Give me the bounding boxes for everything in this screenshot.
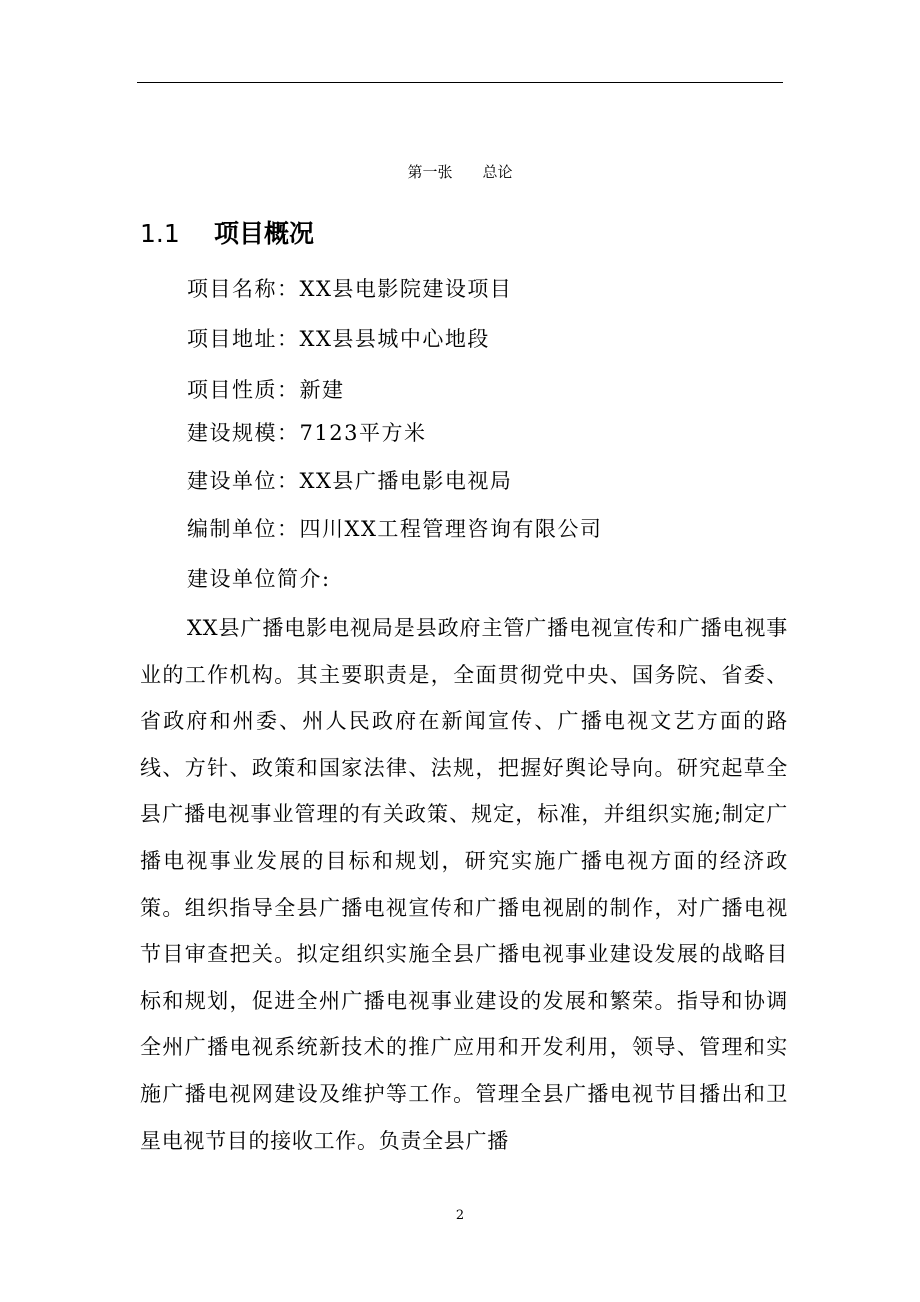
info-compiling-unit: 编制单位：四川XX工程管理咨询有限公司 xyxy=(187,517,603,541)
info-project-address: 项目地址：XX县县城中心地段 xyxy=(187,327,490,351)
info-project-name: 项目名称：XX县电影院建设项目 xyxy=(187,277,513,301)
body-paragraph: XX县广播电影电视局是县政府主管广播电视宣传和广播电视事业的工作机构。其主要职责是，全面贯彻党中央、国务院、省委、省政府和州委、州人民政府在新闻宣传、广播电视文艺方面的路线、方针、政策和国家法律、法规，把握好舆论导向。研究起草全县广播电视事业管理的有关政策、规定，标准，并组织实施;制定广播电视事业发展的目标和规划，研究实施广播电视方面的经济政策。组织指导全县广播电视宣传和广播电视剧的制作，对广播电视节目审查把关。拟定组织实施全县广播电视事业建设发展的战略目标和规划，促进全州广播电视事业建设的发展和繁荣。指导和协调全州广播电视系统新技术的推广应用和开发利用，领导、管理和实施广播电视网建设及维护等工作。管理全县广播电视节目播出和卫星电视节目的接收工作。负责全县广播 xyxy=(140,616,788,1153)
info-construction-scale: 建设规模：7123平方米 xyxy=(187,421,427,445)
info-unit-intro-label: 建设单位简介: xyxy=(187,567,331,591)
header-rule xyxy=(137,82,783,83)
page-number: 2 xyxy=(455,1208,465,1223)
section-title: 项目概况 xyxy=(214,219,315,248)
section-heading xyxy=(140,214,314,254)
section-number: 1.1 xyxy=(140,219,180,248)
info-construction-unit: 建设单位：XX县广播电影电视局 xyxy=(187,469,513,493)
info-project-nature: 项目性质：新建 xyxy=(187,378,345,402)
chapter-title: 第一张 总论 xyxy=(407,163,513,181)
